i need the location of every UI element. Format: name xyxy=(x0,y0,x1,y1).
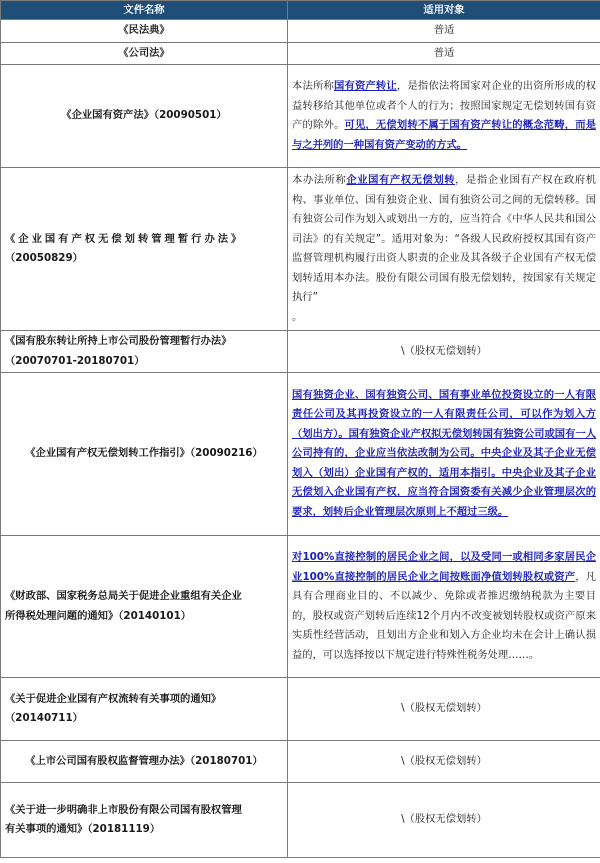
applicable-object: 普适 xyxy=(288,20,600,43)
text-segment: 本办法所称 xyxy=(292,174,347,186)
table-row xyxy=(1,168,600,331)
highlight-term: 对100%直接控制的居民企业之间，以及受同一或相同多家居民企业100%直接控制的居民企业之间按账面净值划转股权或资产 xyxy=(292,551,596,583)
document-title: 《国有股东转让所持上市公司股份管理暂行办法》 xyxy=(5,335,232,347)
document-name: 《企业国有资产法》（20090501） xyxy=(1,65,288,168)
table-header xyxy=(1,1,600,20)
highlight-term: 国有资产转让 xyxy=(333,80,397,92)
table-row xyxy=(1,373,600,536)
text-segment: ，是指企业国有产权在政府机构、事业单位、国有独资企业、国有独资公司之间的无偿转移。国有独资公司作为划入或划出一方的，应当符合《中华人民共和国公司法》的有关规定”。适用对象为：“各级人民政府授权其国有资产监督管理机构履行出资人职责的企业及其各级子企业国有产权无偿划转适用本办法。股份有限公司国有股无偿划转，按国家有关规定执行” xyxy=(292,174,597,303)
highlight-guidance: 国有独资企业、国有独资公司、国有事业单位投资设立的一人有限责任公司及其再投资设立的一人有限责任公司，可以作为划入方（划出方）。国有独资企业产权拟无偿划转国有独资公司或国有一人公司持有的，企业应当依法改制为公司。中央企业及其子企业无偿划入（划出）企业国有产权的，适用本指引。中央企业及其子企业无偿划入企业国有产权，应当符合国资委有关减少企业管理层次的要求，划转后企业管理层次原则上不超过三级。 xyxy=(292,388,596,518)
document-name: 《公司法》 xyxy=(1,43,288,65)
table-row xyxy=(1,20,600,43)
document-name xyxy=(1,536,288,678)
table-row xyxy=(1,783,600,858)
applicable-object: \（股权无偿划转） xyxy=(288,741,600,783)
document-title: 《关于促进企业国有产权流转有关事项的通知》 xyxy=(5,692,222,705)
applicable-object: \（股权无偿划转） xyxy=(288,678,600,741)
document-name xyxy=(1,331,288,373)
table-row xyxy=(1,741,600,783)
document-name: 《企业国有产权无偿划转工作指引》（20090216） xyxy=(1,373,288,536)
applicable-object: 普适 xyxy=(288,43,600,65)
table-row xyxy=(1,331,600,373)
document-date: 所得税处理问题的通知》（20140101） xyxy=(5,609,192,622)
document-title: 《企业国有产权无偿划转管理暂行办法》 xyxy=(5,232,245,245)
table-row xyxy=(1,43,600,65)
applicable-object xyxy=(288,373,600,536)
applicable-object xyxy=(288,168,600,331)
text-segment: ，凡具有合理商业目的、不以减少、免除或者推迟缴纳税款为主要目的，股权或资产划转后连续12个月内不改变被划转股权或资产原来实质性经营活动，且划出方企业和划入方企业均未在会计上确认损益的，可以选择按以下规定进行特殊性税务处理……。 xyxy=(292,570,596,661)
header-applicable-object: 适用对象 xyxy=(288,1,600,20)
applicable-object xyxy=(288,65,600,168)
highlight-conclusion: 可见，无偿划转不属于国有资产转让的概念范畴，而是与之并列的一种国有资产变动的方式。 xyxy=(292,119,597,151)
document-date: （20050829） xyxy=(5,252,83,264)
table-row xyxy=(1,536,600,678)
document-name xyxy=(1,168,288,331)
document-title: 《关于进一步明确非上市股份有限公司国有股权管理 xyxy=(5,803,242,816)
document-date: 有关事项的通知》（20181119） xyxy=(5,823,161,835)
document-name: 《民法典》 xyxy=(1,20,288,43)
document-name xyxy=(1,783,288,858)
applicable-object: \（股权无偿划转） xyxy=(288,331,600,373)
header-document-name: 文件名称 xyxy=(1,1,288,20)
document-name: 《上市公司国有股权监督管理办法》（20180701） xyxy=(1,741,288,783)
table-row xyxy=(1,678,600,741)
applicable-object: \（股权无偿划转） xyxy=(288,783,600,858)
document-date: （20070701-20180701） xyxy=(5,354,145,367)
text-segment: ，是指依法将国家对企业的出资所形成的权益转移给其他单位或者个人的行为；按照国家规定无偿划转国有资产的除外。 xyxy=(292,80,597,131)
document-date: （20140711） xyxy=(5,712,83,724)
document-title: 《财政部、国家税务总局关于促进企业重组有关企业 xyxy=(5,590,242,602)
text-segment: 。 xyxy=(292,310,303,323)
table-row xyxy=(1,65,600,168)
document-name xyxy=(1,678,288,741)
text-segment: 本法所称 xyxy=(292,80,334,92)
highlight-term: 企业国有产权无偿划转 xyxy=(346,174,456,186)
applicable-object xyxy=(288,536,600,678)
